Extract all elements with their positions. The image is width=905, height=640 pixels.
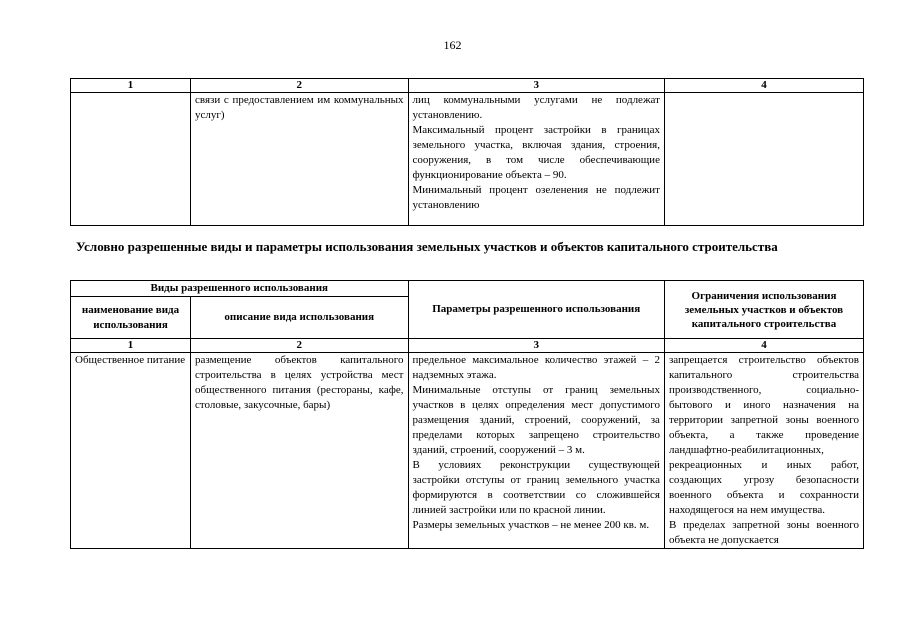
cell-restrictions: [664, 93, 863, 226]
col-number-3: 3: [408, 339, 664, 353]
cell-restrictions: [664, 353, 863, 549]
cell-name: [71, 93, 191, 226]
param-paragraph: В условиях реконструкции существующей застройки отступы от границ земельного участка формируются в соответствии со сложившейся линией застройки или по красной линии.: [412, 459, 660, 516]
param-paragraph: лиц коммунальными услугами не подлежат установлению.: [412, 94, 660, 121]
cell-params: [408, 93, 664, 226]
col-number-1: 1: [71, 339, 191, 353]
continued-table: [70, 78, 864, 226]
column-number-row: [71, 79, 864, 93]
conditional-uses-table: [70, 280, 864, 549]
col-number-2: 2: [191, 339, 408, 353]
page-number: 162: [443, 38, 462, 52]
column-number-row: [71, 339, 864, 353]
col-number-4: 4: [664, 339, 863, 353]
col-number-3: 3: [408, 79, 664, 93]
header-params: Параметры разрешенного использования: [408, 281, 664, 339]
restriction-paragraph: В пределах запретной зоны военного объекта не допускается: [668, 519, 859, 546]
param-paragraph: Минимальные отступы от границ земельных участков в целях определения мест допустимого размещения зданий, строений, сооружений, за пределами которых запрещено строительство зданий, строений, сооружений – 3 м.: [412, 384, 660, 456]
header-name: наименование вида использования: [71, 297, 191, 339]
col-number-2: 2: [191, 79, 408, 93]
cell-description: связи с предоставлением им коммунальных услуг): [191, 93, 408, 226]
param-paragraph: Минимальный процент озеленения не подлежит установлению: [412, 184, 660, 211]
col-number-1: 1: [71, 79, 191, 93]
restriction-paragraph: запрещается строительство объектов капитального строительства производственного, социально-бытового и иного назначения на территории запретной зоны военного объекта, а также проведение ландшафтно-реабилитационных, рекреационных и иных работ, создающих угрозу безопасности военного объекта и сохранности находящегося на нем имущества.: [668, 354, 859, 516]
header-restrictions: Ограничения использования земельных участков и объектов капитального строительства: [664, 281, 863, 339]
section-title: Условно разрешенные виды и параметры использования земельных участков и объектов капитального строительства: [76, 239, 778, 254]
header-group-title: Виды разрешенного использования: [71, 281, 409, 297]
table-row: [71, 93, 864, 226]
col-number-4: 4: [664, 79, 863, 93]
table-row: [71, 353, 864, 549]
cell-name: Общественное питание: [71, 353, 191, 549]
param-paragraph: Размеры земельных участков – не менее 200 кв. м.: [412, 519, 650, 531]
param-paragraph: предельное максимальное количество этажей – 2 надземных этажа.: [412, 354, 660, 381]
param-paragraph: Максимальный процент застройки в границах земельного участка, включая здания, строения, сооружения, в том числе обеспечивающие функционирование объекта – 90.: [412, 124, 660, 181]
cell-params: [408, 353, 664, 549]
cell-description: размещение объектов капитального строительства в целях устройства мест общественного питания (рестораны, кафе, столовые, закусочные, бары): [191, 353, 408, 549]
header-description: описание вида использования: [191, 297, 408, 339]
